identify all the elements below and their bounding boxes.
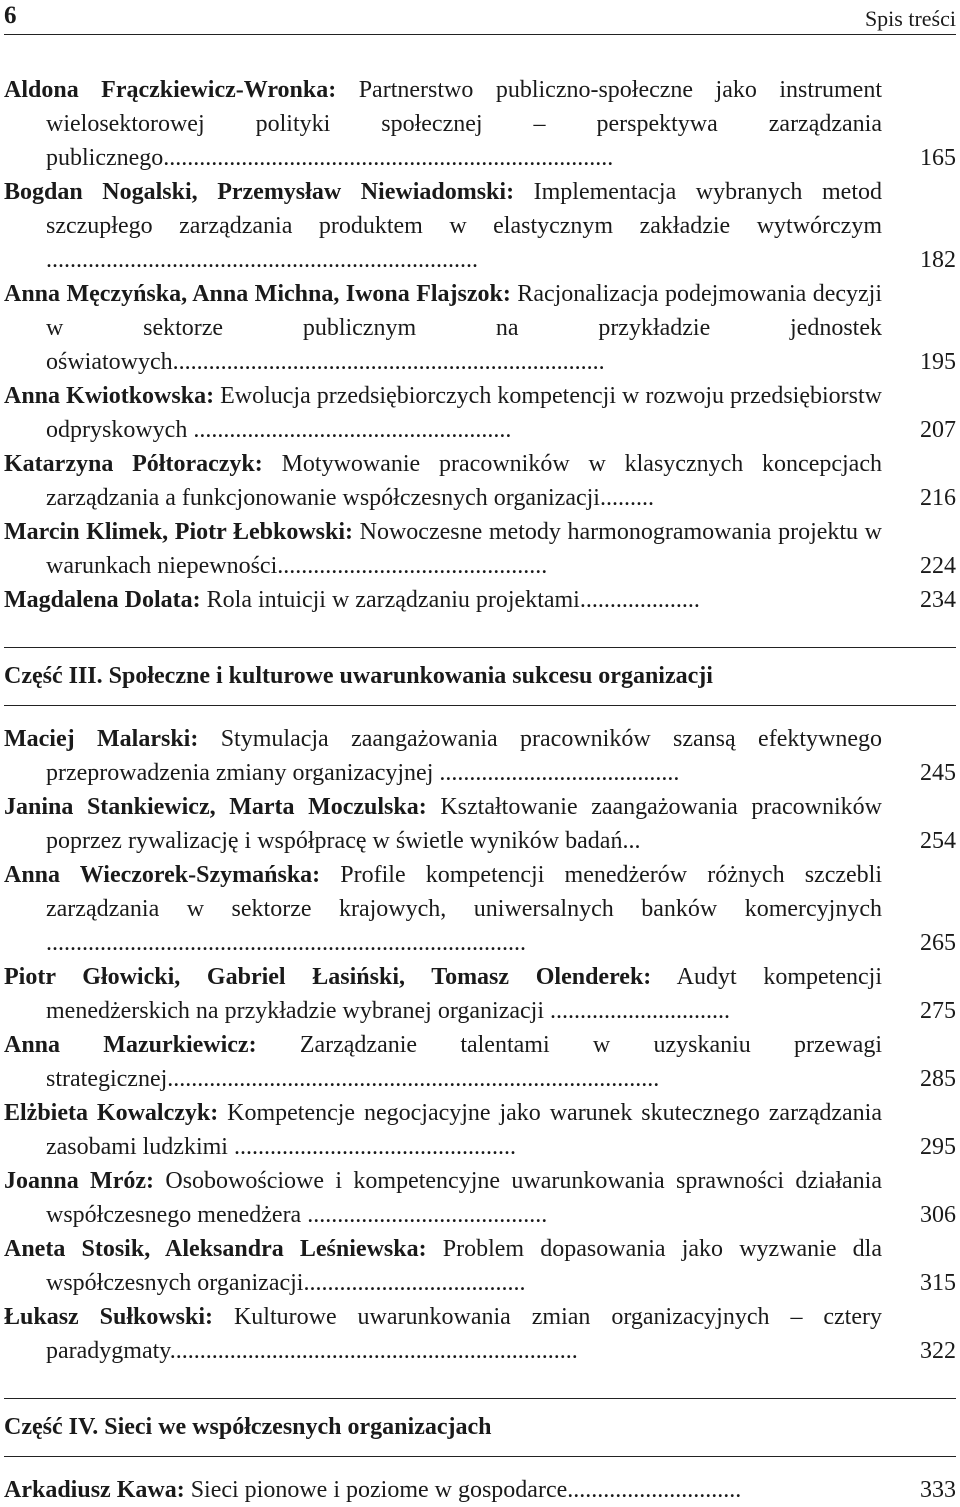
entry-page-number: 322 [920, 1338, 956, 1364]
entry-authors: Janina Stankiewicz, Marta Moczulska: [4, 794, 427, 820]
entry-page-number: 275 [920, 998, 956, 1024]
section-label: Część IV. [4, 1414, 99, 1440]
leader-dots: .............................. [544, 998, 730, 1024]
entry-page-number: 207 [920, 417, 956, 443]
entry-page-number: 224 [920, 553, 956, 579]
toc-entry[interactable] [4, 1473, 956, 1507]
entry-authors: Łukasz Sułkowski: [4, 1304, 214, 1330]
entry-page-number: 315 [920, 1270, 956, 1296]
entry-authors: Elżbieta Kowalczyk: [4, 1100, 219, 1126]
toc-entry[interactable] [4, 447, 956, 515]
leader-dots: ............................................. [277, 553, 548, 579]
entry-page-number: 234 [920, 587, 956, 613]
toc-entry[interactable] [4, 790, 956, 858]
toc-entry[interactable] [4, 379, 956, 447]
entry-page-number: 245 [920, 760, 956, 786]
leader-dots: .................................................................................. [167, 1066, 660, 1092]
toc-entry[interactable] [4, 277, 956, 379]
entry-authors: Aldona Frączkiewicz-Wronka: [4, 77, 337, 103]
leader-dots: ............................. [567, 1477, 742, 1503]
entry-title: Problem dopasowania jako wyzwanie dla współczesnych organizacji [46, 1236, 882, 1296]
entry-title: Stymulacja zaangażowania pracowników szansą efektywnego przeprowadzenia zmiany organizacyjnej [46, 726, 882, 786]
toc-entry[interactable] [4, 175, 956, 277]
section-title: Sieci we współczesnych organizacjach [98, 1414, 492, 1440]
toc-page [4, 0, 956, 1507]
entry-title: Rola intuicji w zarządzaniu projektami [200, 587, 580, 613]
toc-entries-part-3 [4, 722, 956, 1368]
leader-dots: ........................................................................... [163, 145, 614, 171]
leader-dots: ..................................................... [187, 417, 512, 443]
entry-page-number: 295 [920, 1134, 956, 1160]
entry-title: Zarządzanie talentami w uzyskaniu przewagi strategicznej [46, 1032, 883, 1092]
leader-dots: ............................................... [227, 1134, 516, 1160]
entry-authors: Aneta Stosik, Aleksandra Leśniewska: [4, 1236, 427, 1262]
toc-entry[interactable] [4, 722, 956, 790]
toc-entry[interactable] [4, 960, 956, 1028]
leader-dots: .................................................................... [169, 1338, 578, 1364]
entry-page-number: 285 [920, 1066, 956, 1092]
entry-authors: Bogdan Nogalski, Przemysław Niewiadomski: [4, 179, 515, 205]
toc-entry[interactable] [4, 1300, 956, 1368]
entry-title: Kulturowe uwarunkowania zmian organizacyjnych – cztery paradygmaty [46, 1304, 882, 1364]
entry-page-number: 333 [920, 1477, 956, 1503]
entry-authors: Magdalena Dolata: [4, 587, 201, 613]
leader-dots: ........................................................................ [172, 349, 605, 375]
entry-title: Osobowościowe i kompetencyjne uwarunkowania sprawności działania współczesnego menedżera [46, 1168, 882, 1228]
leader-dots: ........................................ [301, 1202, 548, 1228]
entry-title: Sieci pionowe i poziome w gospodarce [184, 1477, 568, 1503]
entry-page-number: 265 [920, 930, 956, 956]
entry-title: Motywowanie pracowników w klasycznych koncepcjach zarządzania a funkcjonowanie współczesnych organizacji [46, 451, 882, 511]
entry-page-number: 165 [920, 145, 956, 171]
entry-authors: Piotr Głowicki, Gabriel Łasiński, Tomasz Olenderek: [4, 964, 652, 990]
entry-page-number: 216 [920, 485, 956, 511]
entry-title: Nowoczesne metody harmonogramowania projektu w warunkach niepewności [46, 519, 883, 579]
entry-authors: Arkadiusz Kawa: [4, 1477, 185, 1503]
running-head: Spis treści [864, 6, 956, 31]
toc-entry[interactable] [4, 1164, 956, 1232]
entry-authors: Katarzyna Półtoraczyk: [4, 451, 263, 477]
leader-dots: .................... [579, 587, 700, 613]
entry-page-number: 195 [920, 349, 956, 375]
entry-authors: Anna Kwiotkowska: [4, 383, 215, 409]
toc-entries-part-4 [4, 1473, 956, 1507]
section-title: Społeczne i kulturowe uwarunkowania sukcesu organizacji [102, 663, 713, 689]
section-heading-part-3[interactable] [4, 647, 956, 706]
entry-title: Implementacja wybranych metod szczupłego zarządzania produktem w elastycznym zakładzie wytwórczym [46, 179, 882, 239]
leader-dots: ........................................ [433, 760, 680, 786]
toc-entry[interactable] [4, 73, 956, 175]
entry-title: Audyt kompetencji menedżerskich na przykładzie wybranej organizacji [46, 964, 882, 1024]
entry-title: Racjonalizacja podejmowania decyzji w sektorze publicznym na przykładzie jednostek oświatowych [46, 281, 882, 375]
entry-authors: Anna Mazurkiewicz: [4, 1032, 257, 1058]
entry-page-number: 306 [920, 1202, 956, 1228]
leader-dots: ..................................... [303, 1270, 526, 1296]
leader-dots: ................................................................................ [46, 930, 526, 956]
entry-title: Kształtowanie zaangażowania pracowników poprzez rywalizację i współpracę w świetle wyników badań [46, 794, 882, 854]
entry-title: Partnerstwo publiczno-społeczne jako instrument wielosektorowej polityki społecznej – perspektywa zarządzania publicznego [46, 77, 883, 171]
entry-title: Ewolucja przedsiębiorczych kompetencji w rozwoju przedsiębiorstw odpryskowych [46, 383, 882, 443]
toc-entry[interactable] [4, 1028, 956, 1096]
leader-dots: ... [622, 828, 641, 854]
page-number: 6 [4, 2, 17, 29]
page-header [4, 0, 956, 35]
entry-title: Profile kompetencji menedżerów różnych szczebli zarządzania w sektorze krajowych, uniwersalnych banków komercyjnych [46, 862, 882, 922]
toc-entry[interactable] [4, 858, 956, 960]
entry-authors: Anna Męczyńska, Anna Michna, Iwona Flajszok: [4, 281, 511, 307]
leader-dots: ........................................................................ [46, 247, 478, 273]
entry-page-number: 182 [920, 247, 956, 273]
section-label: Część III. [4, 663, 103, 689]
entry-page-number: 254 [920, 828, 956, 854]
entry-title: Kompetencje negocjacyjne jako warunek skutecznego zarządzania zasobami ludzkimi [46, 1100, 882, 1160]
entry-authors: Maciej Malarski: [4, 726, 199, 752]
toc-entry[interactable] [4, 515, 956, 583]
entry-authors: Marcin Klimek, Piotr Łebkowski: [4, 519, 354, 545]
toc-entry[interactable] [4, 1096, 956, 1164]
entry-authors: Joanna Mróz: [4, 1168, 155, 1194]
leader-dots: ......... [599, 485, 654, 511]
toc-entry[interactable] [4, 1232, 956, 1300]
section-heading-part-4[interactable] [4, 1398, 956, 1457]
toc-entry[interactable] [4, 583, 956, 617]
entry-authors: Anna Wieczorek-Szymańska: [4, 862, 321, 888]
toc-entries-part-2 [4, 73, 956, 617]
